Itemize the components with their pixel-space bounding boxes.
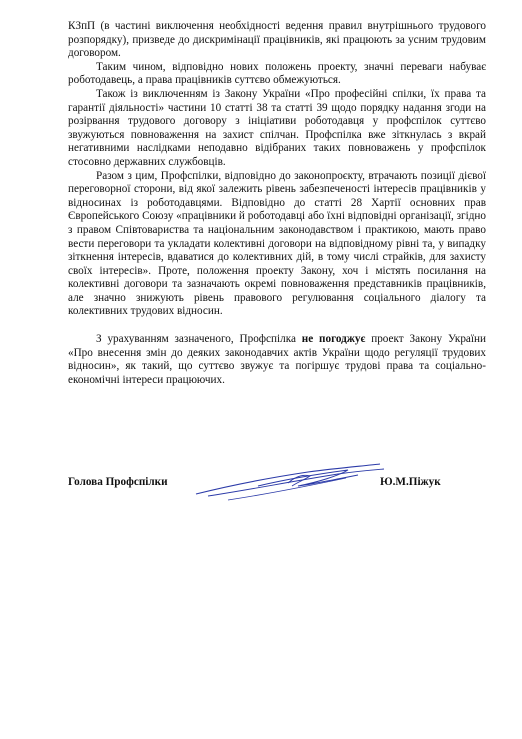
paragraph-employer-advantage: Таким чином, відповідно нових положень проекту, значні переваги набуває роботодавець, а права працівників суттєво обмежуються. — [68, 60, 486, 87]
conclusion-after: проект Закону України «Про внесення змін до деяких законодавчих актів України щодо регуляції трудових відносин», як такий, що суттєво звужує та погіршує трудові права та соціально-економічні інтереси працюючих. — [68, 333, 486, 386]
signatory-name: Ю.М.Піжук — [380, 476, 441, 488]
conclusion-before: З урахуванням зазначеного, Профспілка — [96, 333, 302, 346]
paragraph-union-law: Також із виключенням із Закону України «Про професійні спілки, їх права та гарантії діяльності» частини 10 статті 38 та статті 39 щодо порядку надання згоди на розірвання трудового договору з ініціативи роботодавця у профспілок суттєво звужуються повноваження на захист спілчан. Профспілка вже зіткнулась з вкрай негативними наслідками неподавно відібраних таких повноважень у профспілок стосовно державних службовців. — [68, 87, 486, 168]
letter-body — [68, 20, 486, 387]
conclusion-emphasis: не погоджує — [301, 333, 366, 346]
handwritten-signature — [188, 456, 388, 506]
signatory-title: Голова Профспілки — [68, 476, 168, 488]
paragraph-eu-charter: Разом з цим, Профспілки, відповідно до законопроєкту, втрачають позиції дієвої переговорної сторони, від якої залежить рівень забезпеченості інтересів працівників у відносинах із роботодавцями. Відповідно до статті 28 Хартії основних прав Європейського Союзу «працівники й роботодавці або їхні відповідні організації, згідно з правом Співтовариства та національним законодавством і практикою, мають право вести переговори та укладати колективні договори на відповідному рівні та, у випадку зіткнення інтересів, вдаватися до колективних дій, в тому числі страйків, для захисту своїх інтересів». Проте, положення проекту Закону, хоч і містять посилання на колективні договори та зазначають окремі повноваження представників працівників, але значно знижують рівень правового регулювання соціального діалогу та колективних трудових відносин. — [68, 169, 486, 318]
paragraph-conclusion — [68, 333, 486, 387]
paragraph-continuation: КЗпП (в частині виключення необхідності ведення правил внутрішнього трудового розпорядку), призведе до дискримінації працівників, які працюють за усним трудовим договором. — [68, 20, 486, 60]
signature-block — [68, 470, 486, 510]
